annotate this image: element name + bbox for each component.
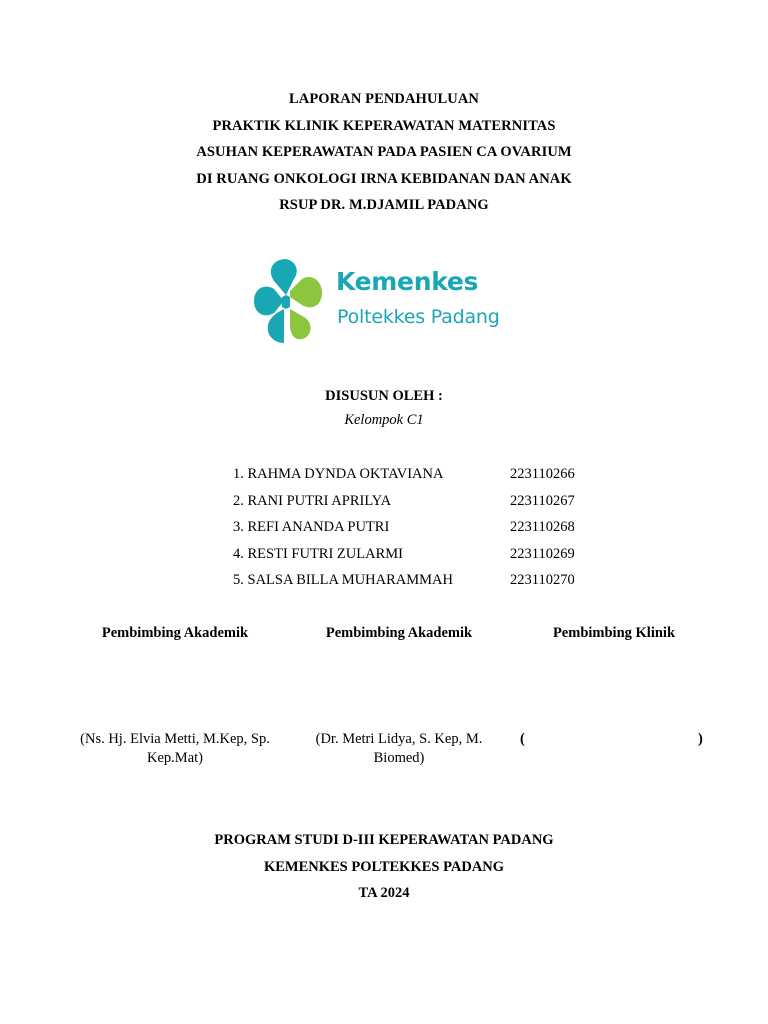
title-line-1: LAPORAN PENDAHULUAN bbox=[289, 91, 479, 107]
member-nim: 223110268 bbox=[510, 519, 575, 536]
emblem-petal-bottom-right bbox=[290, 309, 311, 339]
emblem-petal-right bbox=[290, 277, 322, 307]
emblem-center bbox=[282, 295, 290, 309]
member-nim: 223110266 bbox=[510, 466, 575, 482]
authors-section bbox=[0, 385, 768, 433]
title-line-5: RSUP DR. M.DJAMIL PADANG bbox=[279, 197, 489, 213]
footer-line-1: PROGRAM STUDI D-III KEPERAWATAN PADANG bbox=[214, 832, 554, 848]
member-nim: 223110269 bbox=[510, 545, 575, 562]
member-name: 2. RANI PUTRI APRILYA bbox=[233, 492, 392, 509]
title-line-2: PRAKTIK KLINIK KEPERAWATAN MATERNITAS bbox=[212, 117, 556, 134]
list-item bbox=[233, 567, 613, 594]
logo-text-kemenkes: Kemenkes bbox=[336, 267, 479, 296]
member-nim: 223110267 bbox=[510, 492, 575, 509]
document-title bbox=[0, 86, 768, 219]
list-item bbox=[233, 461, 613, 488]
supervisor-heading-academic-1: Pembimbing Akademik bbox=[101, 625, 249, 641]
clinic-signature-open: ( bbox=[520, 731, 525, 747]
title-line-3: ASUHAN KEPERAWATAN PADA PASIEN CA OVARIUM bbox=[196, 144, 572, 160]
title-line-4: DI RUANG ONKOLOGI IRNA KEBIDANAN DAN ANAK bbox=[196, 170, 572, 187]
authors-group: Kelompok C1 bbox=[344, 412, 424, 428]
member-nim: 223110270 bbox=[510, 572, 575, 589]
emblem-petal-left bbox=[254, 287, 284, 316]
list-item bbox=[233, 488, 613, 515]
member-list bbox=[233, 461, 613, 594]
supervisor-name-1: (Ns. Hj. Elvia Metti, M.Kep, Sp. Kep.Mat) bbox=[80, 731, 270, 766]
footer-line-3: TA 2024 bbox=[358, 885, 410, 901]
logo-text-poltekkes: Poltekkes Padang bbox=[337, 306, 500, 328]
institution-footer bbox=[0, 827, 768, 907]
member-name: 5. SALSA BILLA MUHARAMMAH bbox=[233, 572, 453, 589]
list-item bbox=[233, 514, 613, 541]
clinic-signature-close: ) bbox=[698, 731, 703, 747]
supervisor-headings bbox=[0, 622, 768, 646]
footer-line-2: KEMENKES POLTEKKES PADANG bbox=[263, 858, 505, 875]
supervisor-heading-clinic: Pembimbing Klinik bbox=[552, 625, 676, 641]
member-name: 1. RAHMA DYNDA OKTAVIANA bbox=[233, 466, 444, 482]
member-name: 3. REFI ANANDA PUTRI bbox=[233, 519, 390, 536]
authors-heading: DISUSUN OLEH : bbox=[325, 388, 443, 404]
supervisor-name-2: (Dr. Metri Lidya, S. Kep, M. Biomed) bbox=[315, 731, 483, 766]
list-item bbox=[233, 541, 613, 568]
supervisor-heading-academic-2: Pembimbing Akademik bbox=[325, 625, 473, 641]
kemenkes-emblem-icon bbox=[252, 257, 324, 347]
kemenkes-logo bbox=[252, 255, 522, 347]
member-name: 4. RESTI FUTRI ZULARMI bbox=[233, 545, 403, 562]
